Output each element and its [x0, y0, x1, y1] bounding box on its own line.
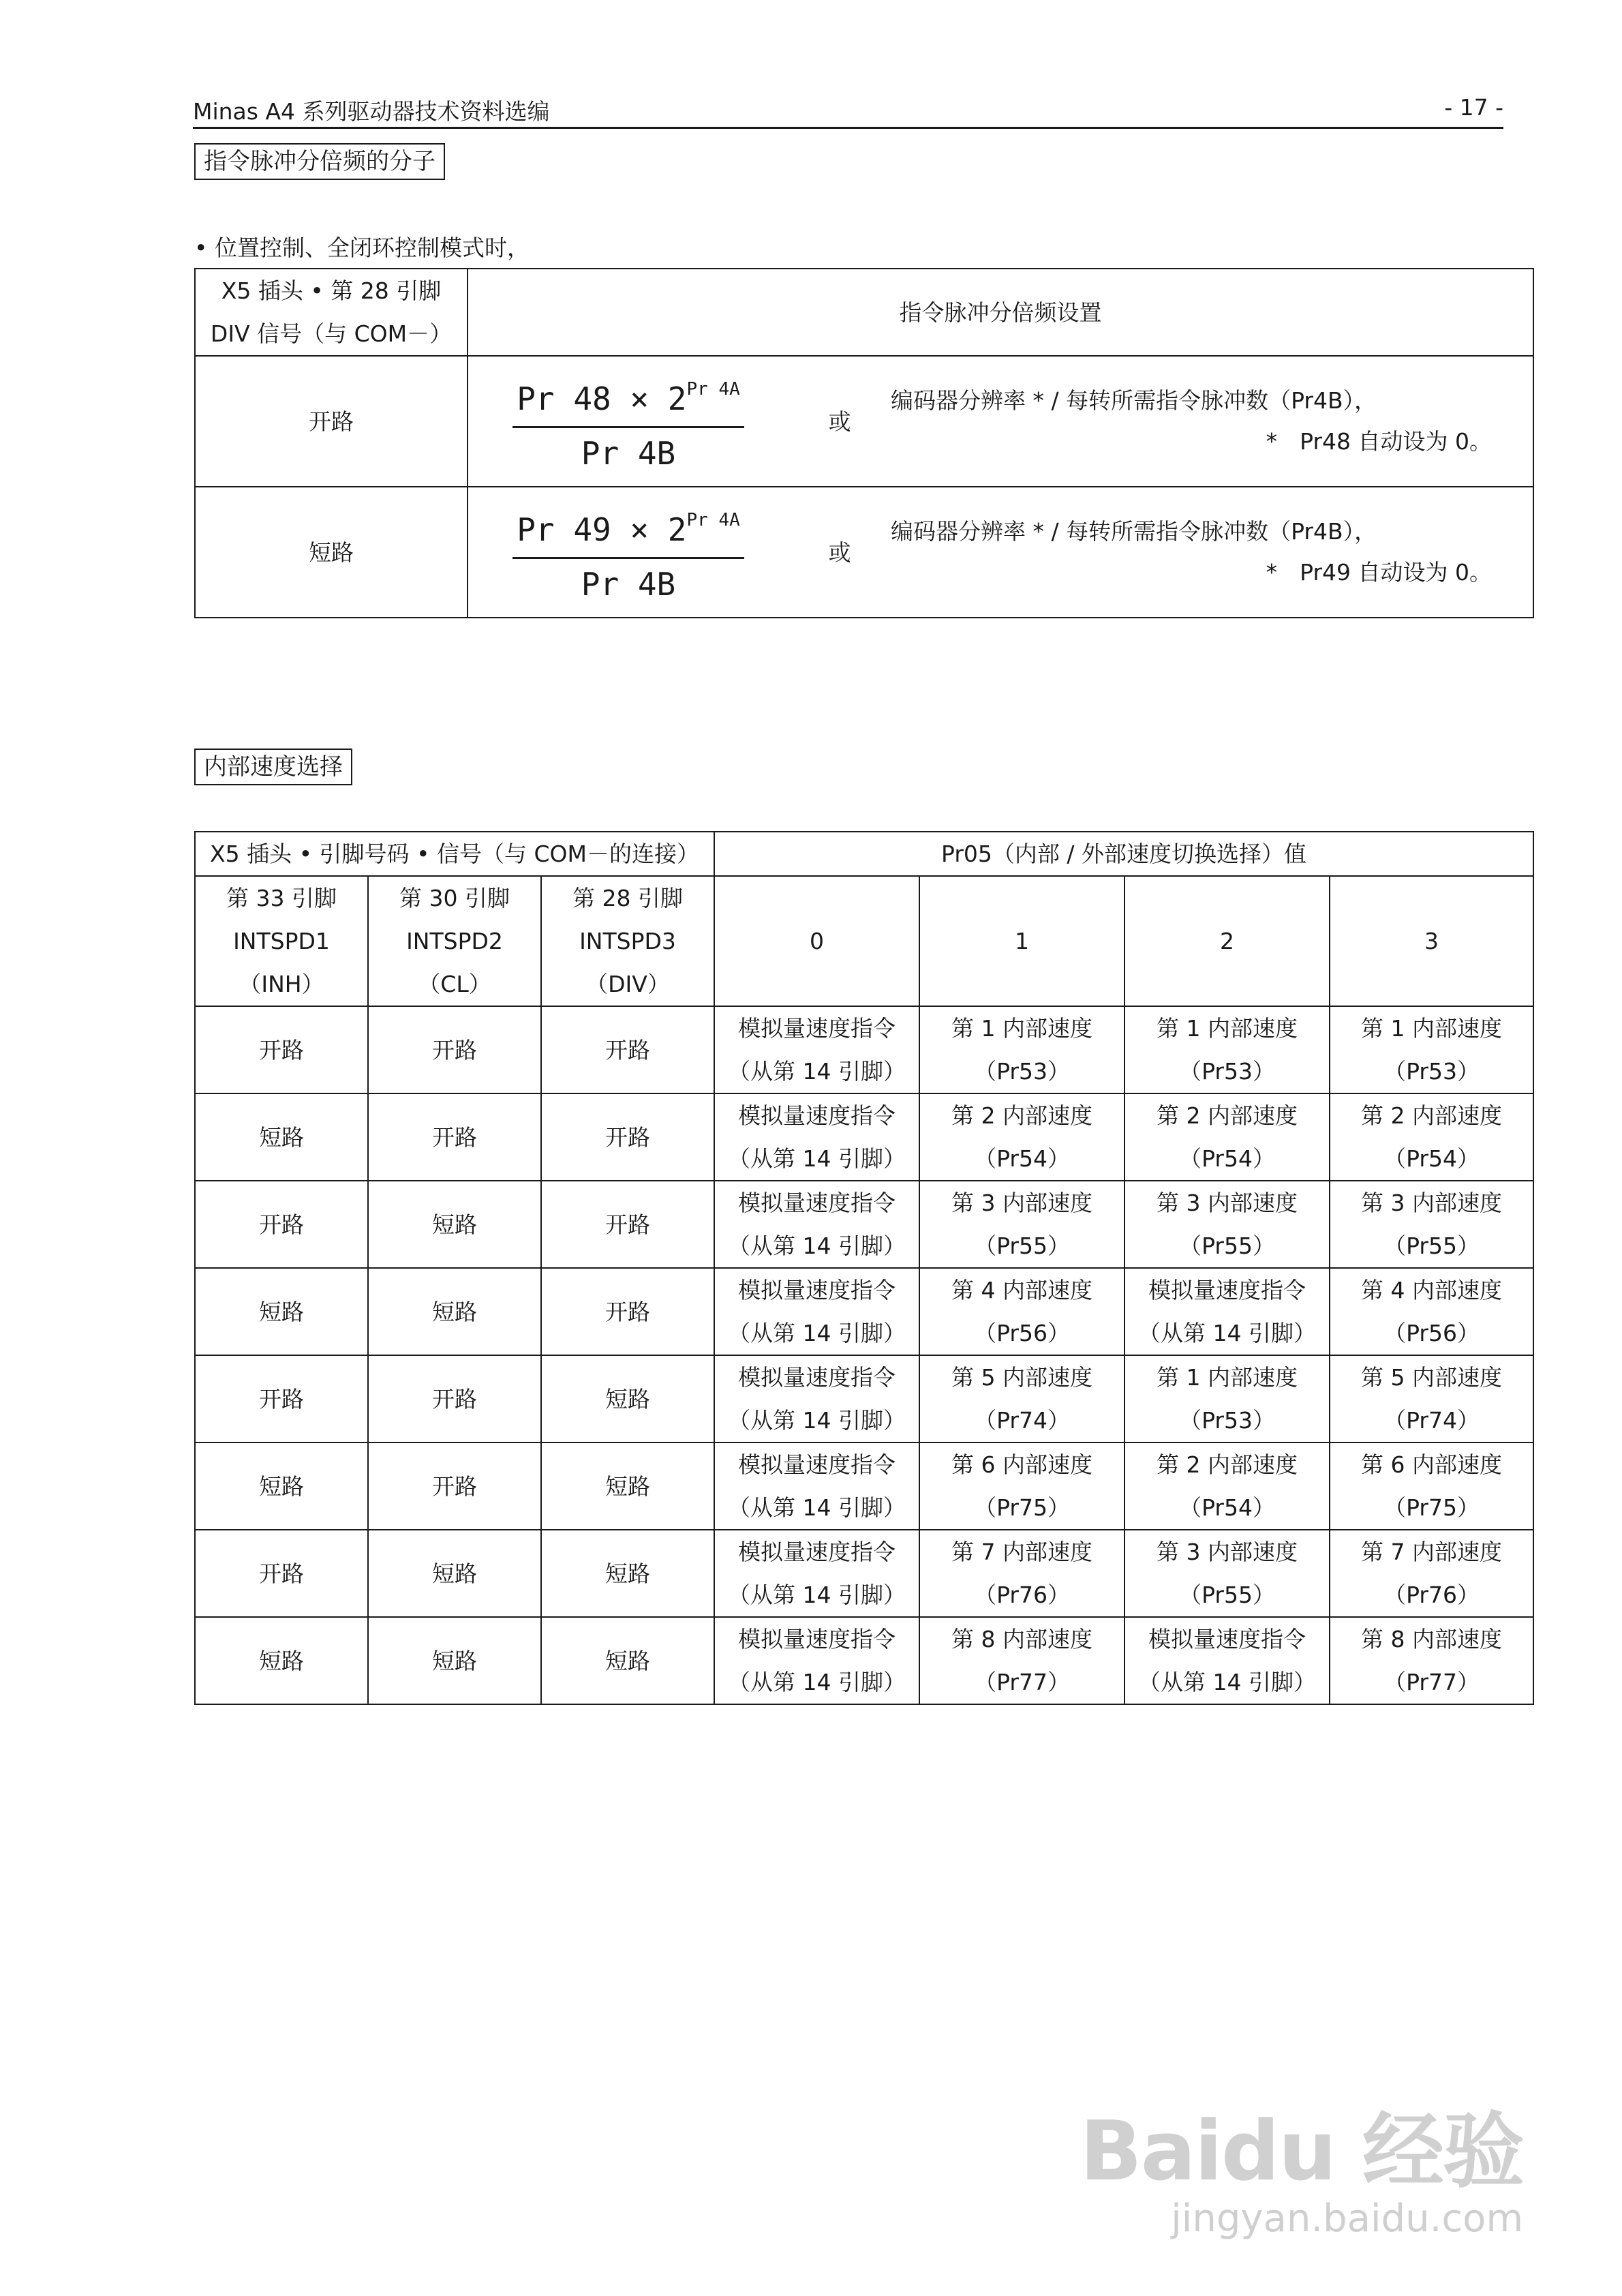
pin-state-cell: 短路 [541, 1617, 714, 1704]
speed-source-cell [919, 1355, 1124, 1442]
pin-state-cell: 短路 [195, 1442, 368, 1530]
speed-source-param: （Pr53） [1179, 1407, 1275, 1434]
section-title-pulse-numerator: 指令脉冲分倍频的分子 [194, 143, 445, 180]
speed-source-label: 模拟量速度指令 [738, 1364, 896, 1391]
formula-exponent: Pr 4A [686, 509, 740, 530]
table-row [195, 1617, 1533, 1704]
pin-state-cell: 开路 [368, 1355, 541, 1442]
speed-source-label: 模拟量速度指令 [738, 1451, 896, 1478]
formula-note: 编码器分辨率 * / 每转所需指令脉冲数（Pr4B）， [891, 387, 1377, 414]
or-text: 或 [828, 408, 851, 435]
speed-source-param: （Pr55） [1179, 1233, 1275, 1259]
speed-source-label: 第 7 内部速度 [951, 1539, 1092, 1565]
pin-state-cell: 短路 [368, 1268, 541, 1355]
table-row [195, 1006, 1533, 1093]
pin-state-cell: 短路 [195, 1268, 368, 1355]
speed-source-cell [1330, 1268, 1533, 1355]
speed-source-cell [1124, 1355, 1330, 1442]
speed-source-cell [1330, 1617, 1533, 1704]
pin-state-cell: 短路 [541, 1355, 714, 1442]
pin-state-cell: 短路 [368, 1181, 541, 1268]
speed-source-label: 第 3 内部速度 [1157, 1539, 1298, 1565]
speed-source-param: （Pr55） [974, 1233, 1070, 1259]
formula-cell [468, 487, 1533, 618]
speed-source-label: 第 1 内部速度 [1157, 1015, 1298, 1042]
pin-state-cell: 开路 [195, 1355, 368, 1442]
formula-denominator: Pr 4B [581, 434, 676, 472]
pin-signal: INTSPD3 [579, 928, 676, 954]
header-cell-div-signal [195, 269, 468, 356]
speed-source-cell [919, 1530, 1124, 1617]
speed-source-param: （Pr53） [974, 1058, 1070, 1085]
speed-source-param: （Pr76） [1383, 1582, 1480, 1608]
header-cell-setting: 指令脉冲分倍频设置 [468, 269, 1533, 356]
speed-source-param: （Pr74） [1383, 1407, 1480, 1434]
header-text: DIV 信号（与 COM－） [210, 320, 453, 347]
speed-source-cell [714, 1530, 919, 1617]
pin-state-cell: 开路 [368, 1093, 541, 1181]
speed-source-label: 第 4 内部速度 [1361, 1277, 1503, 1303]
formula-fraction [512, 499, 744, 606]
speed-source-label: 第 3 内部速度 [1361, 1190, 1503, 1216]
speed-source-cell [1330, 1530, 1533, 1617]
speed-source-cell [1330, 1006, 1533, 1093]
speed-source-label: 第 1 内部速度 [951, 1015, 1092, 1042]
pin-state-cell: 开路 [541, 1006, 714, 1093]
speed-source-cell [1124, 1530, 1330, 1617]
speed-source-param: （从第 14 引脚） [728, 1582, 906, 1608]
section-title-internal-speed: 内部速度选择 [194, 749, 352, 785]
pin-signal: INTSPD1 [233, 928, 330, 954]
speed-source-label: 第 6 内部速度 [951, 1451, 1092, 1478]
speed-source-label: 第 5 内部速度 [1361, 1364, 1503, 1391]
speed-source-param: （Pr56） [1383, 1320, 1480, 1346]
pin-state-cell: 开路 [541, 1093, 714, 1181]
speed-source-param: （从第 14 引脚） [728, 1494, 906, 1521]
speed-source-label: 第 8 内部速度 [1361, 1626, 1503, 1652]
speed-source-cell [919, 1442, 1124, 1530]
header-pr05-values: Pr05（内部 / 外部速度切换选择）值 [714, 832, 1533, 876]
speed-source-cell [919, 1093, 1124, 1181]
speed-source-param: （从第 14 引脚） [728, 1320, 906, 1346]
speed-source-label: 模拟量速度指令 [1148, 1626, 1306, 1652]
speed-source-cell [1124, 1006, 1330, 1093]
pin-state-cell: 短路 [195, 1617, 368, 1704]
speed-source-cell [714, 1442, 919, 1530]
formula-note: 编码器分辨率 * / 每转所需指令脉冲数（Pr4B）， [891, 518, 1377, 545]
table-row [195, 1181, 1533, 1268]
pin-state-cell: 开路 [368, 1006, 541, 1093]
speed-source-cell [1124, 1181, 1330, 1268]
speed-source-label: 模拟量速度指令 [738, 1190, 896, 1216]
formula-denominator: Pr 4B [581, 565, 676, 603]
formula-note: * Pr49 自动设为 0。 [1266, 559, 1492, 586]
formula-numerator: Pr 48 × 2 [517, 380, 687, 417]
speed-source-cell [1124, 1442, 1330, 1530]
speed-source-param: （Pr56） [974, 1320, 1070, 1346]
pin-state-cell: 短路 [368, 1530, 541, 1617]
speed-source-param: （Pr55） [1383, 1233, 1480, 1259]
speed-source-param: （从第 14 引脚） [728, 1058, 906, 1085]
baidu-watermark [1080, 2086, 1523, 2241]
speed-source-cell [714, 1268, 919, 1355]
speed-source-cell [1124, 1093, 1330, 1181]
speed-source-label: 第 2 内部速度 [1157, 1451, 1298, 1478]
pin-header-30 [368, 876, 541, 1006]
pin-alias: （CL） [418, 971, 491, 997]
pr05-value-header: 2 [1124, 876, 1330, 1006]
pr05-value-header: 1 [919, 876, 1124, 1006]
header-divider [193, 127, 1503, 129]
pin-number: 第 33 引脚 [226, 885, 337, 911]
speed-source-cell [919, 1181, 1124, 1268]
speed-source-param: （Pr76） [974, 1582, 1070, 1608]
header-connector-pins: X5 插头 • 引脚号码 • 信号（与 COM－的连接） [195, 832, 714, 876]
speed-source-label: 第 2 内部速度 [1361, 1102, 1503, 1129]
speed-source-param: （Pr55） [1179, 1582, 1275, 1608]
speed-source-label: 模拟量速度指令 [738, 1102, 896, 1129]
speed-source-label: 第 1 内部速度 [1157, 1364, 1298, 1391]
speed-source-cell [714, 1355, 919, 1442]
speed-source-cell [714, 1006, 919, 1093]
speed-source-label: 第 8 内部速度 [951, 1626, 1092, 1652]
pin-alias: （INH） [239, 971, 324, 997]
speed-source-param: （Pr75） [1383, 1494, 1480, 1521]
div-state-cell: 短路 [195, 487, 468, 618]
speed-source-param: （Pr54） [1383, 1145, 1480, 1172]
pin-header-28 [541, 876, 714, 1006]
speed-source-label: 第 1 内部速度 [1361, 1015, 1503, 1042]
pin-state-cell: 短路 [195, 1093, 368, 1181]
table-row [195, 1093, 1533, 1181]
speed-source-param: （Pr54） [1179, 1145, 1275, 1172]
speed-source-cell [1124, 1268, 1330, 1355]
speed-source-label: 第 4 内部速度 [951, 1277, 1092, 1303]
speed-source-param: （Pr53） [1179, 1058, 1275, 1085]
speed-source-label: 第 3 内部速度 [951, 1190, 1092, 1216]
pin-state-cell: 开路 [541, 1268, 714, 1355]
speed-source-label: 模拟量速度指令 [1148, 1277, 1306, 1303]
pin-state-cell: 短路 [541, 1530, 714, 1617]
pulse-divider-table [194, 268, 1534, 618]
speed-source-cell [919, 1617, 1124, 1704]
div-state-cell: 开路 [195, 356, 468, 487]
speed-source-label: 模拟量速度指令 [738, 1626, 896, 1652]
speed-source-param: （Pr77） [974, 1669, 1070, 1695]
speed-source-param: （Pr74） [974, 1407, 1070, 1434]
pin-state-cell: 开路 [541, 1181, 714, 1268]
pin-state-cell: 开路 [195, 1181, 368, 1268]
speed-source-param: （从第 14 引脚） [728, 1233, 906, 1259]
speed-source-cell [1124, 1617, 1330, 1704]
speed-source-cell [1330, 1181, 1533, 1268]
speed-source-label: 第 5 内部速度 [951, 1364, 1092, 1391]
table-row [195, 1530, 1533, 1617]
speed-source-param: （Pr54） [974, 1145, 1070, 1172]
page-number: - 17 - [1444, 94, 1503, 121]
pin-signal: INTSPD2 [406, 928, 503, 954]
internal-speed-table [194, 831, 1534, 1705]
pin-state-cell: 开路 [195, 1530, 368, 1617]
pin-number: 第 30 引脚 [399, 885, 510, 911]
formula-note: * Pr48 自动设为 0。 [1266, 428, 1492, 455]
pr05-value-header: 3 [1330, 876, 1533, 1006]
speed-source-label: 第 2 内部速度 [1157, 1102, 1298, 1129]
formula-exponent: Pr 4A [686, 378, 740, 399]
table-row [195, 1442, 1533, 1530]
speed-source-param: （Pr53） [1383, 1058, 1480, 1085]
speed-source-param: （Pr75） [974, 1494, 1070, 1521]
speed-source-cell [714, 1181, 919, 1268]
speed-source-label: 模拟量速度指令 [738, 1539, 896, 1565]
speed-source-param: （从第 14 引脚） [728, 1407, 906, 1434]
speed-source-param: （Pr77） [1383, 1669, 1480, 1695]
mode-note: • 位置控制、全闭环控制模式时， [194, 235, 530, 261]
speed-source-param: （Pr54） [1179, 1494, 1275, 1521]
table-row [195, 1355, 1533, 1442]
speed-source-cell [714, 1093, 919, 1181]
watermark-brand: Baidu 经验 [1080, 2104, 1523, 2199]
formula-fraction [512, 368, 744, 475]
speed-source-label: 第 2 内部速度 [951, 1102, 1092, 1129]
speed-source-cell [1330, 1442, 1533, 1530]
speed-source-cell [1330, 1093, 1533, 1181]
pin-state-cell: 短路 [368, 1617, 541, 1704]
table-row [195, 1268, 1533, 1355]
speed-source-param: （从第 14 引脚） [1138, 1669, 1316, 1695]
speed-source-label: 第 3 内部速度 [1157, 1190, 1298, 1216]
speed-source-label: 第 7 内部速度 [1361, 1539, 1503, 1565]
watermark-url: jingyan.baidu.com [1171, 2196, 1523, 2241]
pr05-value-header: 0 [714, 876, 919, 1006]
speed-source-label: 模拟量速度指令 [738, 1015, 896, 1042]
speed-source-cell [1330, 1355, 1533, 1442]
speed-source-cell [714, 1617, 919, 1704]
speed-source-param: （从第 14 引脚） [1138, 1320, 1316, 1346]
speed-source-param: （从第 14 引脚） [728, 1669, 906, 1695]
pin-state-cell: 开路 [195, 1006, 368, 1093]
formula-numerator: Pr 49 × 2 [517, 511, 687, 548]
or-text: 或 [828, 539, 851, 566]
header-text: X5 插头 • 第 28 引脚 [221, 277, 442, 304]
speed-source-cell [919, 1268, 1124, 1355]
speed-source-param: （从第 14 引脚） [728, 1145, 906, 1172]
speed-source-cell [919, 1006, 1124, 1093]
document-title: Minas A4 系列驱动器技术资料选编 [193, 98, 550, 125]
speed-source-label: 模拟量速度指令 [738, 1277, 896, 1303]
speed-source-label: 第 6 内部速度 [1361, 1451, 1503, 1478]
pin-header-33 [195, 876, 368, 1006]
pin-state-cell: 开路 [368, 1442, 541, 1530]
pin-alias: （DIV） [585, 971, 670, 997]
pin-state-cell: 短路 [541, 1442, 714, 1530]
pin-number: 第 28 引脚 [572, 885, 683, 911]
formula-cell [468, 356, 1533, 487]
